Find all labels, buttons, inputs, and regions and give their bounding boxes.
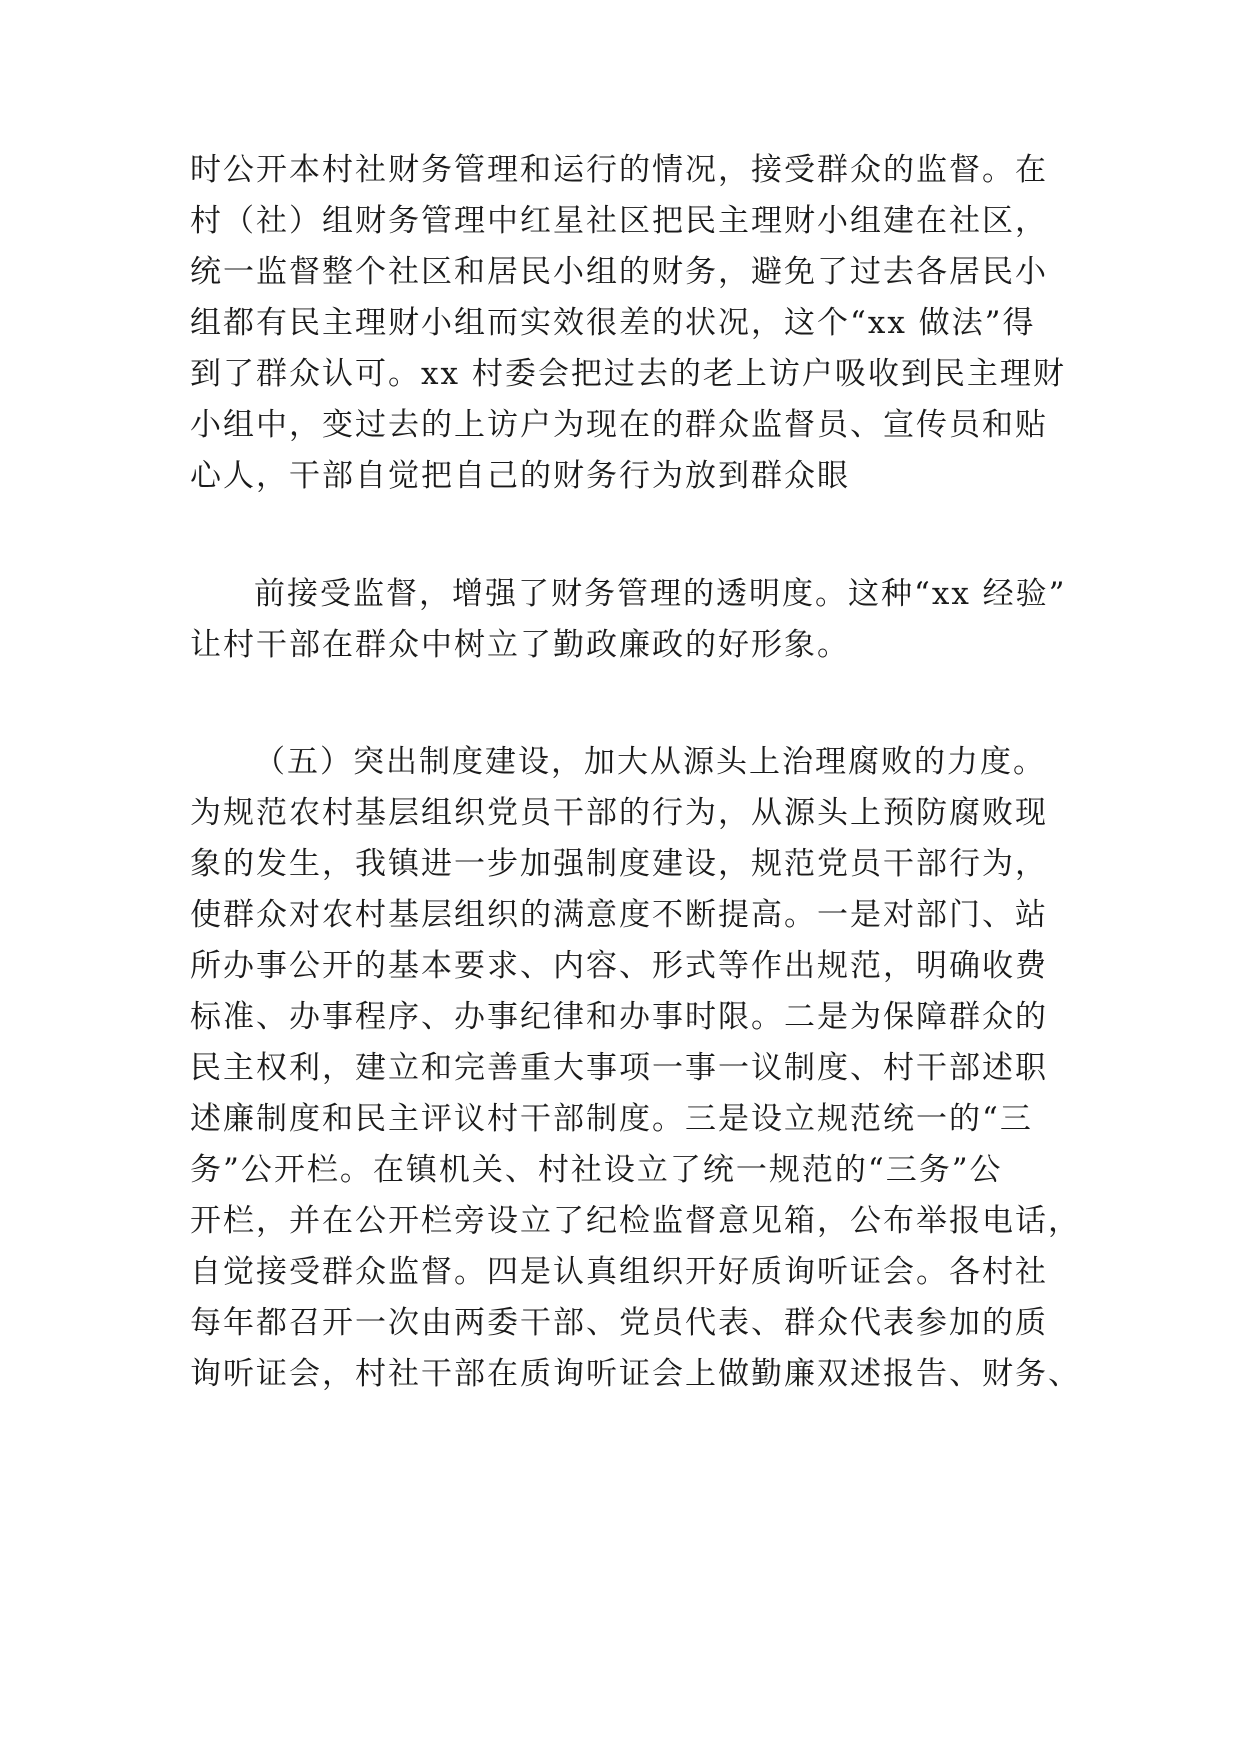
text-line: 心人，干部自觉把自己的财务行为放到群众眼 (190, 458, 850, 494)
text-line: 村（社）组财务管理中红星社区把民主理财小组建在社区， (190, 203, 1048, 239)
text-line: 所办事公开的基本要求、内容、形式等作出规范，明确收费 (190, 948, 1048, 984)
text-line: 标准、办事程序、办事纪律和办事时限。二是为保障群众的 (190, 999, 1048, 1035)
text-line: 让村干部在群众中树立了勤政廉政的好形象。 (190, 627, 850, 663)
text-line: 小组中，变过去的上访户为现在的群众监督员、宣传员和贴 (190, 407, 1048, 443)
text-line: 务”公开栏。在镇机关、村社设立了统一规范的“三务”公 (190, 1152, 1003, 1188)
text-line: 象的发生，我镇进一步加强制度建设，规范党员干部行为， (190, 846, 1048, 882)
text-line: 使群众对农村基层组织的满意度不断提高。一是对部门、站 (190, 897, 1048, 933)
section-heading: （五）突出制度建设，加大从源头上治理腐败的力度。 (254, 744, 1046, 780)
text-line: 前接受监督，增强了财务管理的透明度。这种“xx 经验” (254, 576, 1067, 612)
text-line: 询听证会，村社干部在质询听证会上做勤廉双述报告、财务、 (190, 1356, 1081, 1392)
text-line: 组都有民主理财小组而实效很差的状况，这个“xx 做法”得 (190, 305, 1036, 341)
text-line: 自觉接受群众监督。四是认真组织开好质询听证会。各村社 (190, 1254, 1048, 1290)
text-line: 为规范农村基层组织党员干部的行为，从源头上预防腐败现 (190, 795, 1048, 831)
text-line: 民主权利，建立和完善重大事项一事一议制度、村干部述职 (190, 1050, 1048, 1086)
text-line: 统一监督整个社区和居民小组的财务，避免了过去各居民小 (190, 254, 1048, 290)
text-line: 到了群众认可。xx 村委会把过去的老上访户吸收到民主理财 (190, 356, 1066, 392)
text-line: 每年都召开一次由两委干部、党员代表、群众代表参加的质 (190, 1305, 1048, 1341)
text-line: 述廉制度和民主评议村干部制度。三是设立规范统一的“三 (190, 1101, 1033, 1137)
text-line: 时公开本村社财务管理和运行的情况，接受群众的监督。在 (190, 152, 1048, 188)
text-line: 开栏，并在公开栏旁设立了纪检监督意见箱，公布举报电话， (190, 1203, 1081, 1239)
